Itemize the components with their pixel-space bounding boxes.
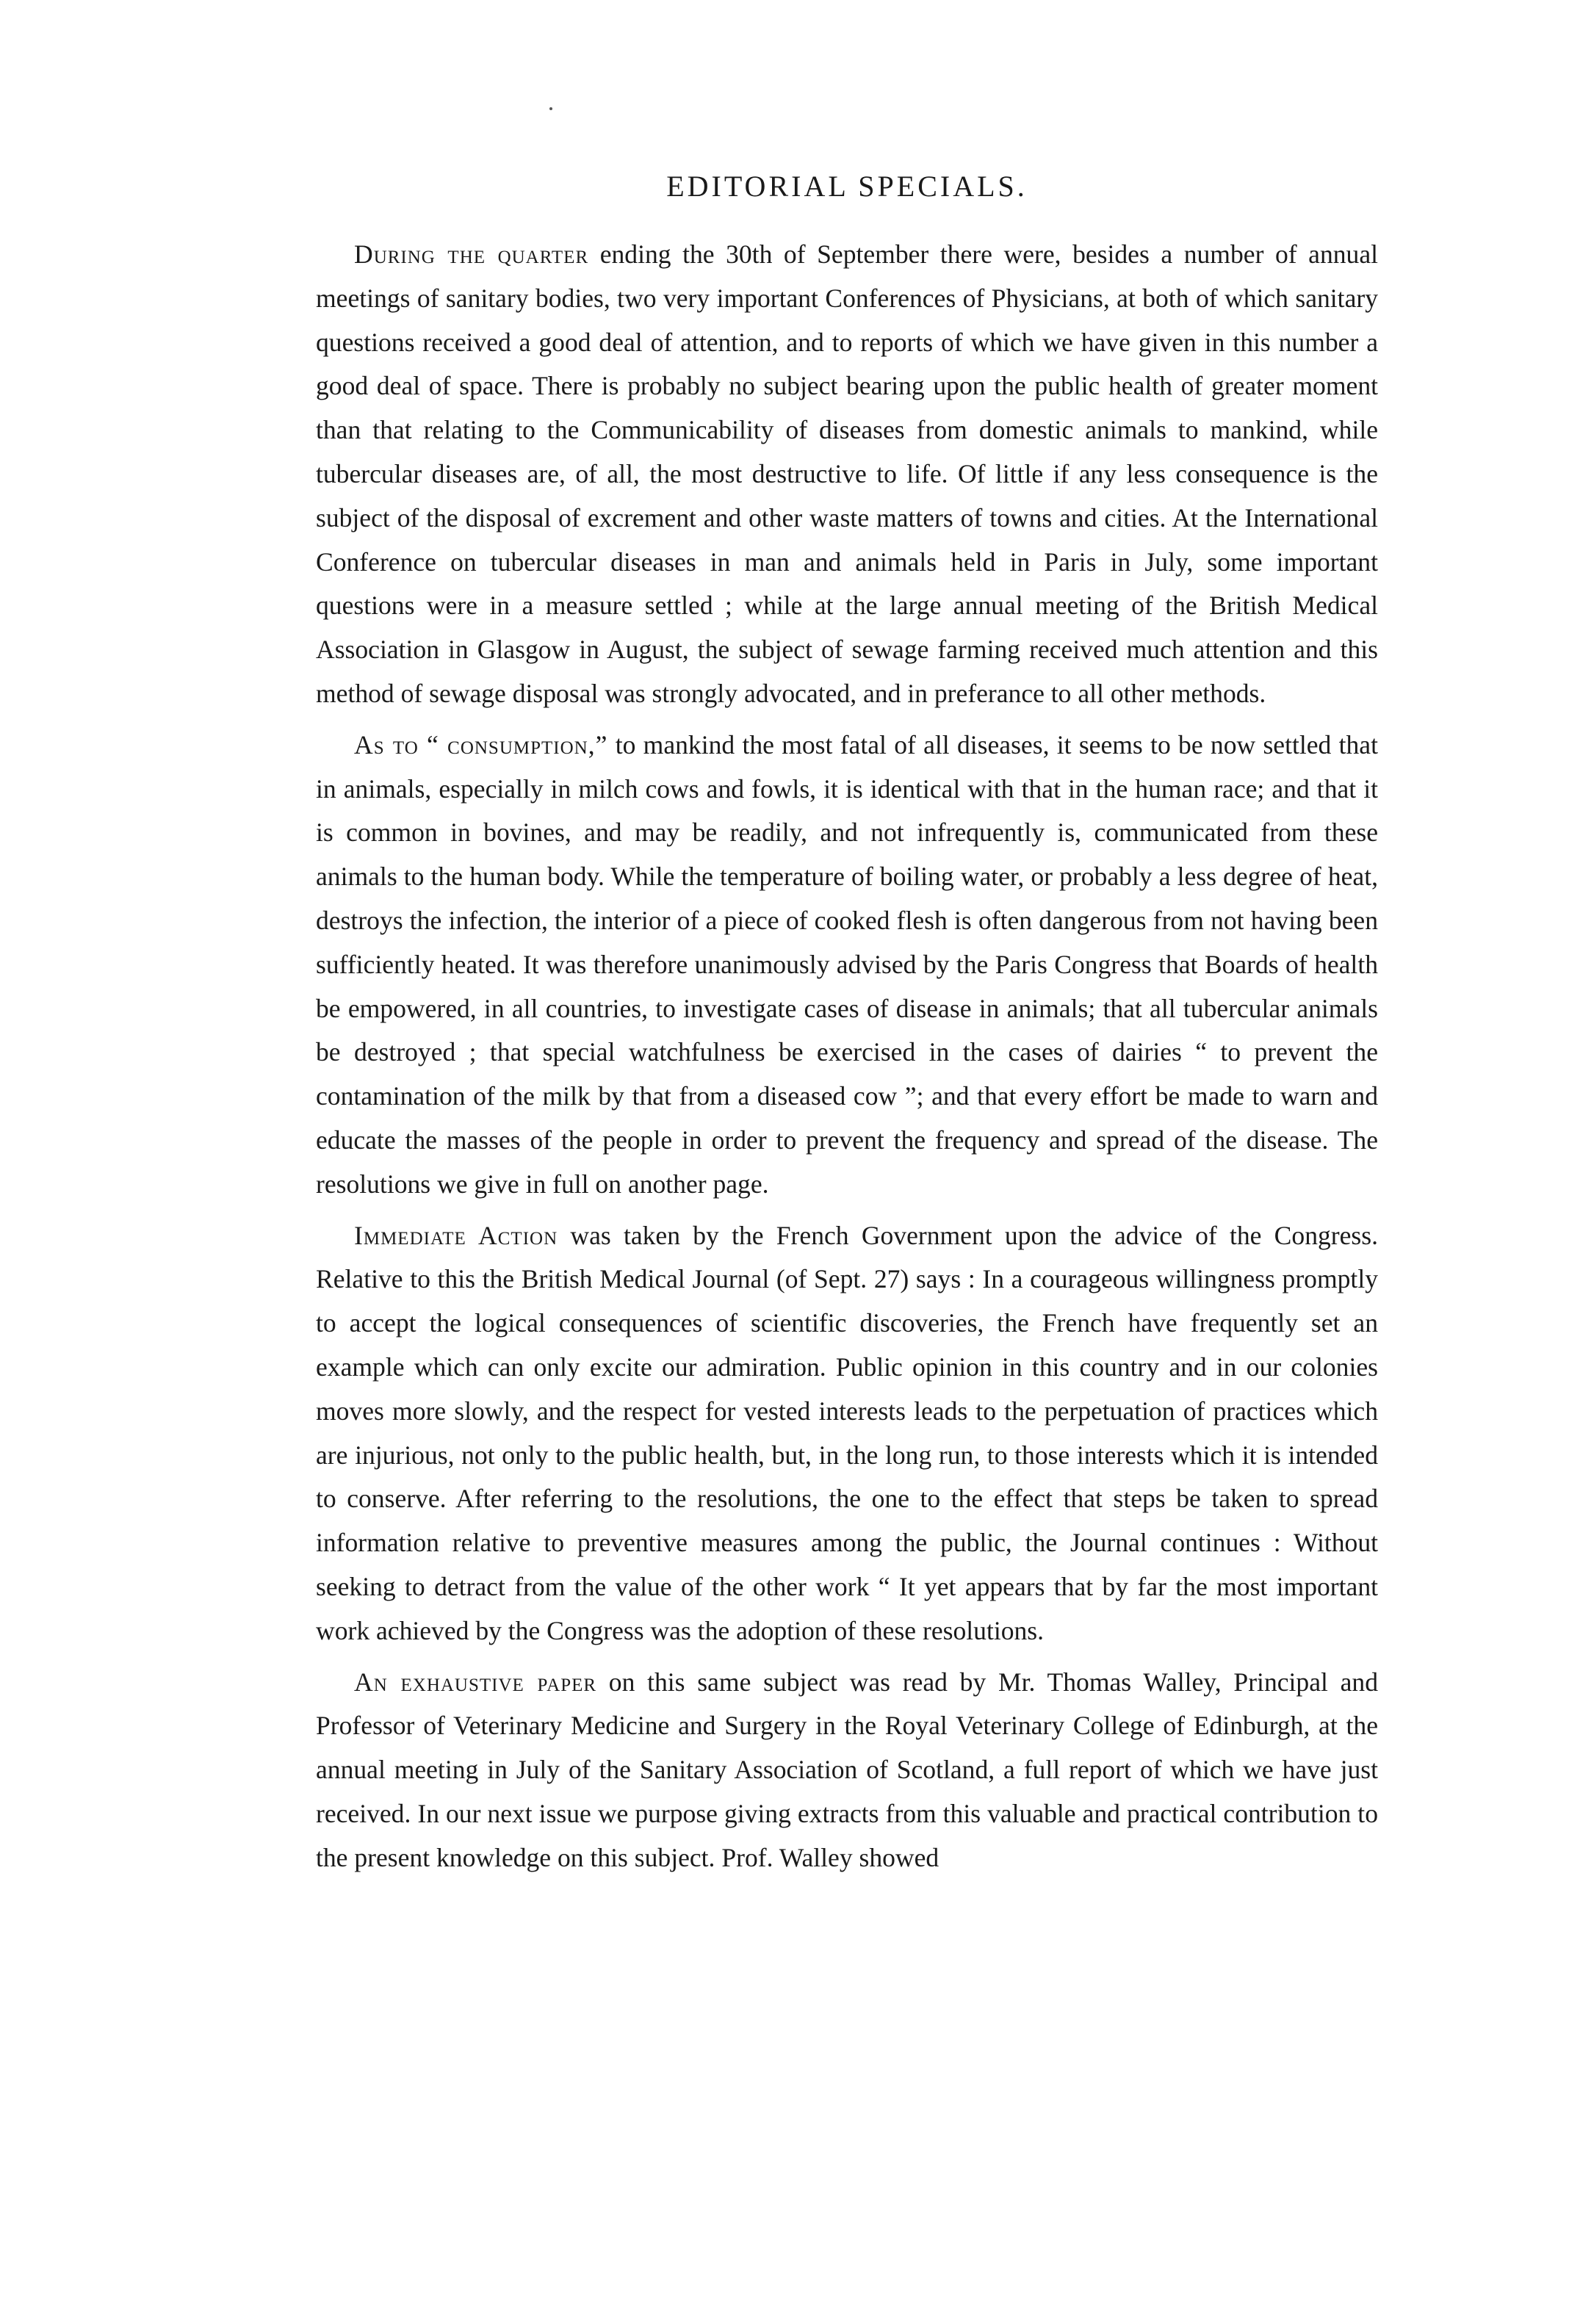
print-speck (549, 107, 552, 110)
paragraph-text: ending the 30th of September there were, besides a number of annual meetings of sanitary bodies, two very important Conferences of Physicians, at both of which sanitary questions received a good deal of attention, and to reports of which we have given in this number a good deal of space. There is probably no subject bearing upon the public health of greater moment than that relating to the Communicability of diseases from domestic animals to mankind, while tubercular diseases are, of all, the most destructive to life. Of little if any less consequence is the subject of the disposal of excrement and other waste matters of towns and cities. At the International Conference on tubercular diseases in man and animals held in Paris in July, some important questions were in a measure settled ; while at the large annual meeting of the British Medical Association in Glasgow in August, the subject of sewage farming received much attention and this method of sewage disposal was strongly advocated, and in preferance to all other methods. (316, 239, 1379, 708)
paragraph-immediate-action (316, 1214, 1378, 1653)
page-body (316, 169, 1378, 1887)
paragraph-consumption (316, 723, 1378, 1207)
paragraph-lead: As to “ consumption,” (354, 729, 608, 759)
paragraph-text: to mankind the most fatal of all diseases, it seems to be now settled that in animals, especially in milch cows and fowls, it is identical with that in the human race; and that it is common in bovines, and may be readily, and not infrequently is, communicated from these animals to the human body. While the temperature of boiling water, or probably a less degree of heat, destroys the infection, the interior of a piece of cooked flesh is often dangerous from not having been sufficiently heated. It was therefore unanimously advised by the Paris Congress that Boards of health be empowered, in all countries, to investigate cases of disease in animals; that all tubercular animals be destroyed ; that special watchfulness be exercised in the cases of dairies “ to prevent the contamination of the milk by that from a diseased cow ”; and that every effort be made to warn and educate the masses of the people in order to prevent the frequency and spread of the disease. The resolutions we give in full on another page. (316, 729, 1378, 1199)
paragraph-text: on this same subject was read by Mr. Thomas Walley, Principal and Professor of Veterinary Medicine and Surgery in the Royal Veterinary College of Edinburgh, at the annual meeting in July of the Sanitary Association of Scotland, a full report of which we have just received. In our next issue we purpose giving extracts from this valuable and practical contribution to the present knowledge on this subject. Prof. Walley showed (316, 1667, 1378, 1872)
paragraph-exhaustive-paper (316, 1661, 1378, 1880)
paragraph-text: was taken by the French Government upon the advice of the Congress. Relative to this the British Medical Journal (of Sept. 27) says : In a courageous willingness promptly to accept the logical consequences of scientific discoveries, the French have frequently set an example which can only excite our admiration. Public opinion in this country and in our colonies moves more slowly, and the respect for vested interests leads to the perpetuation of practices which are injurious, not only to the public health, but, in the long run, to those interests which it is intended to conserve. After referring to the resolutions, the one to the effect that steps be taken to spread information relative to preventive measures among the public, the Journal continues : Without seeking to detract from the value of the other work “ It yet appears that by far the most important work achieved by the Congress was the adoption of these resolutions. (316, 1220, 1378, 1645)
page-title: EDITORIAL SPECIALS. (666, 170, 1028, 203)
paragraph-lead: During the quarter (354, 239, 589, 269)
paragraph-lead: Immediate Action (354, 1220, 558, 1250)
paragraph-quarter (316, 233, 1378, 716)
paragraph-lead: An exhaustive paper (354, 1667, 597, 1697)
